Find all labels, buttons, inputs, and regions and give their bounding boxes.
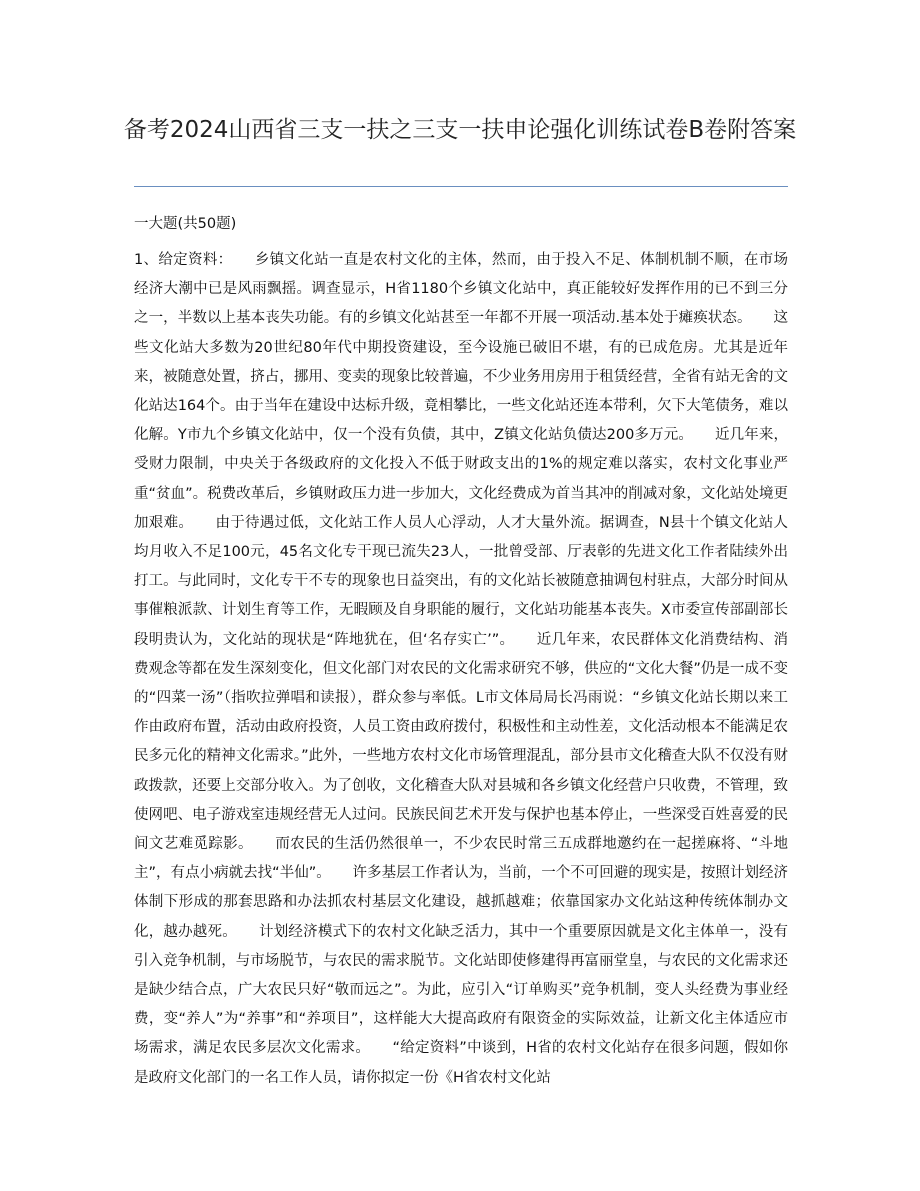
section-heading: 一大题(共50题) bbox=[134, 216, 237, 232]
title-divider bbox=[134, 186, 788, 187]
document-title: 备考2024山西省三支一扶之三支一扶申论强化训练试卷B卷附答案 bbox=[123, 117, 797, 143]
question-text: 1、给定资料： 乡镇文化站一直是农村文化的主体，然而，由于投入不足、体制机制不顺，在市场经济大潮中已是风雨飘摇。调查显示，H省1180个乡镇文化站中，真正能较好发挥作用的已不到三分之一，半数以上基本丧失功能。有的乡镇文化站甚至一年都不开展一项活动.基本处于瘫痪状态。 这些文化站大多数为20世纪80年代中期投资建设，至今设施已破旧不堪，有的已成危房。尤其是近年来，被随意处置，挤占，挪用、变卖的现象比较普遍，不少业务用房用于租赁经营，全省有站无舍的文化站达164个。由于当年在建设中达标升级，竟相攀比，一些文化站还连本带利，欠下大笔债务，难以化解。Y市九个乡镇文化站中，仅一个没有负债，其中，Z镇文化站负债达200多万元。 近几年来，受财力限制，中央关于各级政府的文化投入不低于财政支出的1%的规定难以落实，农村文化事业严重“贫血”。税费改革后，乡镇财政压力进一步加大，文化经费成为首当其冲的削减对象，文化站处境更加艰难。 由于待遇过低，文化站工作人员人心浮动，人才大量外流。据调查，N县十个镇文化站人均月收入不足100元，45名文化专干现已流失23人，一批曾受部、厅表彰的先进文化工作者陆续外出打工。与此同时，文化专干不专的现象也日益突出，有的文化站长被随意抽调包村驻点，大部分时间从事催粮派款、计划生育等工作，无暇顾及自身职能的履行，文化站功能基本丧失。X市委宣传部副部长段明贵认为，文化站的现状是“阵地犹在，但‘名存实亡’”。 近几年来，农民群体文化消费结构、消费观念等都在发生深刻变化，但文化部门对农民的文化需求研究不够，供应的“文化大餐”仍是一成不变的“四菜一汤”（指吹拉弹唱和读报），群众参与率低。L市文体局局长冯雨说：“乡镇文化站长期以来工作由政府布置，活动由政府投资，人员工资由政府拨付，积极性和主动性差，文化活动根本不能满足农民多元化的精神文化需求。”此外，一些地方农村文化市场管理混乱，部分县市文化稽查大队不仅没有财政拨款，还要上交部分收入。为了创收，文化稽查大队对县城和各乡镇文化经营户只收费，不管理，致使网吧、电子游戏室违规经营无人过问。民族民间艺术开发与保护也基本停止，一些深受百姓喜爱的民间文艺难觅踪影。 而农民的生活仍然很单一，不少农民时常三五成群地邀约在一起搓麻将、“斗地主”，有点小病就去找“半仙”。 许多基层工作者认为，当前，一个不可回避的现实是，按照计划经济体制下形成的那套思路和办法抓农村基层文化建设，越抓越难；依靠国家办文化站这种传统体制办文化，越办越死。 计划经济模式下的农村文化缺乏活力，其中一个重要原因就是文化主体单一，没有引入竞争机制，与市场脱节，与农民的需求脱节。文化站即使修建得再富丽堂皇，与农民的文化需求还是缺少结合点，广大农民只好“敬而远之”。为此，应引入“订单购买”竞争机制，变人头经费为事业经费，变“养人”为“养事”和“养项目”，这样能大大提高政府有限资金的实际效益，让新文化主体适应市场需求，满足农民多层次文化需求。 “给定资料”中谈到，H省的农村文化站存在很多问题，假如你是政府文化部门的一名工作人员，请你拟定一份《H省农村文化站 bbox=[134, 252, 788, 1086]
